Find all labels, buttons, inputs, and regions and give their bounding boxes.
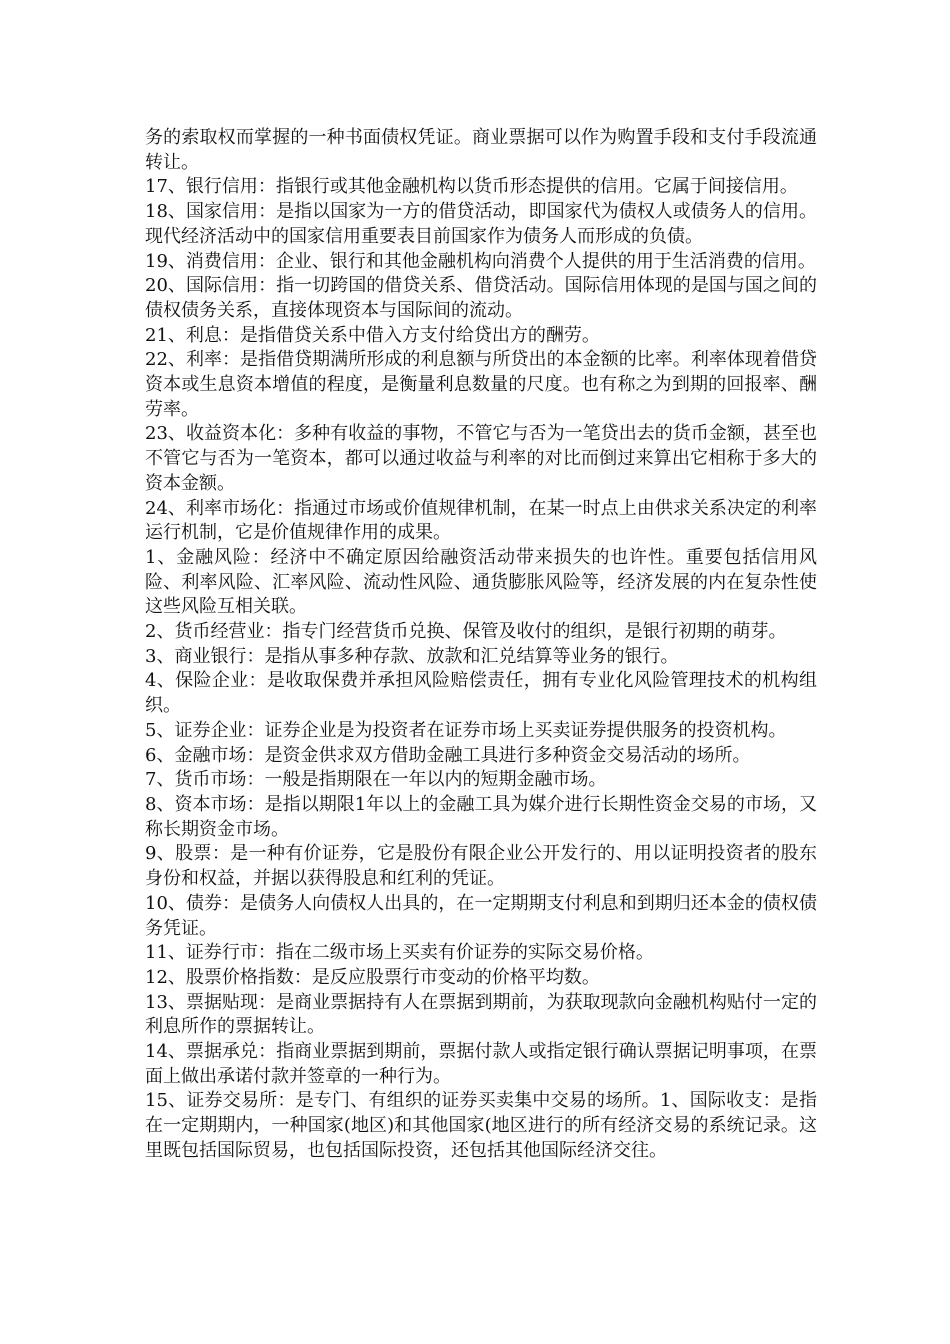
paragraph-bill-discount: 13、票据贴现：是商业票据持有人在票据到期前，为获取现款向金融机构贴付一定的利息所作的票据转让。 [145,991,817,1038]
paragraph-capitalization: 23、收益资本化：多种有收益的事物，不管它与否为一笔贷出去的货币金额，甚至也不管它与否为一笔资本，都可以通过收益与利率的对比而倒过来算出它相称于多大的资本金额。 [145,423,817,494]
paragraph-financial-risk: 1、金融风险：经济中不确定原因给融资活动带来损失的也许性。重要包括信用风险、利率风险、汇率风险、流动性风险、通货膨胀风险等，经济发展的内在复杂性使这些风险互相关联。 [145,546,817,618]
paragraph-insurance-company: 4、保险企业：是收取保费并承担风险赔偿责任，拥有专业化风险管理技术的机构组织。 [145,670,817,717]
paragraph-stock-exchange: 15、证券交易所：是专门、有组织的证券买卖集中交易的场所。1、国际收支：是指在一定期期内，一种国家(地区)和其他国家(地区进行的所有经济交易的系统记录。这里既包括国际贸易，也包括国际投资，还包括其他国际经济交往。 [145,1090,817,1161]
paragraph-state-credit: 18、国家信用：是指以国家为一方的借贷活动，即国家代为债权人或债务人的信用。现代经济活动中的国家信用重要表目前国家作为债务人而形成的负债。 [145,201,817,247]
paragraph-commercial-bank: 3、商业银行：是指从事多种存款、放款和汇兑结算等业务的银行。 [145,645,679,667]
paragraph-bill-acceptance: 14、票据承兑：指商业票据到期前，票据付款人或指定银行确认票据记明事项，在票面上做出承诺付款并签章的一种行为。 [145,1041,817,1087]
paragraph-securities-company: 5、证券企业：证券企业是为投资者在证券市场上买卖证券提供服务的投资机构。 [145,719,787,741]
paragraph-money-dealing: 2、货币经营业：指专门经营货币兑换、保管及收付的组织，是银行初期的萌芽。 [145,621,787,643]
paragraph-stock-index: 12、股票价格指数：是反应股票行市变动的价格平均数。 [145,966,600,988]
paragraph-bank-credit: 17、银行信用：指银行或其他金融机构以货币形态提供的信用。它属于间接信用。 [145,176,798,198]
paragraph-securities-quotation: 11、证券行市：指在二级市场上买卖有价证券的实际交易价格。 [145,942,654,964]
paragraph-interest-rate: 22、利率：是指借贷期满所形成的利息额与所贷出的本金额的比率。利率体现着借贷资本或生息资本增值的程度，是衡量利息数量的尺度。也有称之为到期的回报率、酬劳率。 [145,349,817,420]
paragraph-interest: 21、利息：是指借贷关系中借入方支付给贷出方的酬劳。 [145,324,600,346]
paragraph-consumer-credit: 19、消费信用：企业、银行和其他金融机构向消费个人提供的用于生活消费的信用。 [145,250,816,272]
paragraph-capital-market: 8、资本市场：是指以期限1年以上的金融工具为媒介进行长期性资金交易的市场，又称长期资金市场。 [145,793,817,840]
paragraph-financial-market: 6、金融市场：是资金供求双方借助金融工具进行多种资金交易活动的场所。 [145,744,751,766]
document-body [145,126,817,1164]
paragraph-commercial-paper-continued: 务的索取权而掌握的一种书面债权凭证。商业票据可以作为购置手段和支付手段流通转让。 [145,127,817,173]
paragraph-international-credit: 20、国际信用：指一切跨国的借贷关系、借贷活动。国际信用体现的是国与国之间的债权债务关系，直接体现资本与国际间的流动。 [145,275,817,321]
paragraph-rate-marketization: 24、利率市场化：指通过市场或价值规律机制，在某一时点上由供求关系决定的利率运行机制，它是价值规律作用的成果。 [145,497,817,544]
paragraph-bond: 10、债券：是债务人向债权人出具的，在一定期期支付利息和到期归还本金的债权债务凭证。 [145,892,817,939]
paragraph-money-market: 7、货币市场：一般是指期限在一年以内的短期金融市场。 [145,769,607,791]
paragraph-stock: 9、股票：是一种有价证券，它是股份有限企业公开发行的、用以证明投资者的股东身份和权益，并据以获得股息和红利的凭证。 [145,843,817,890]
